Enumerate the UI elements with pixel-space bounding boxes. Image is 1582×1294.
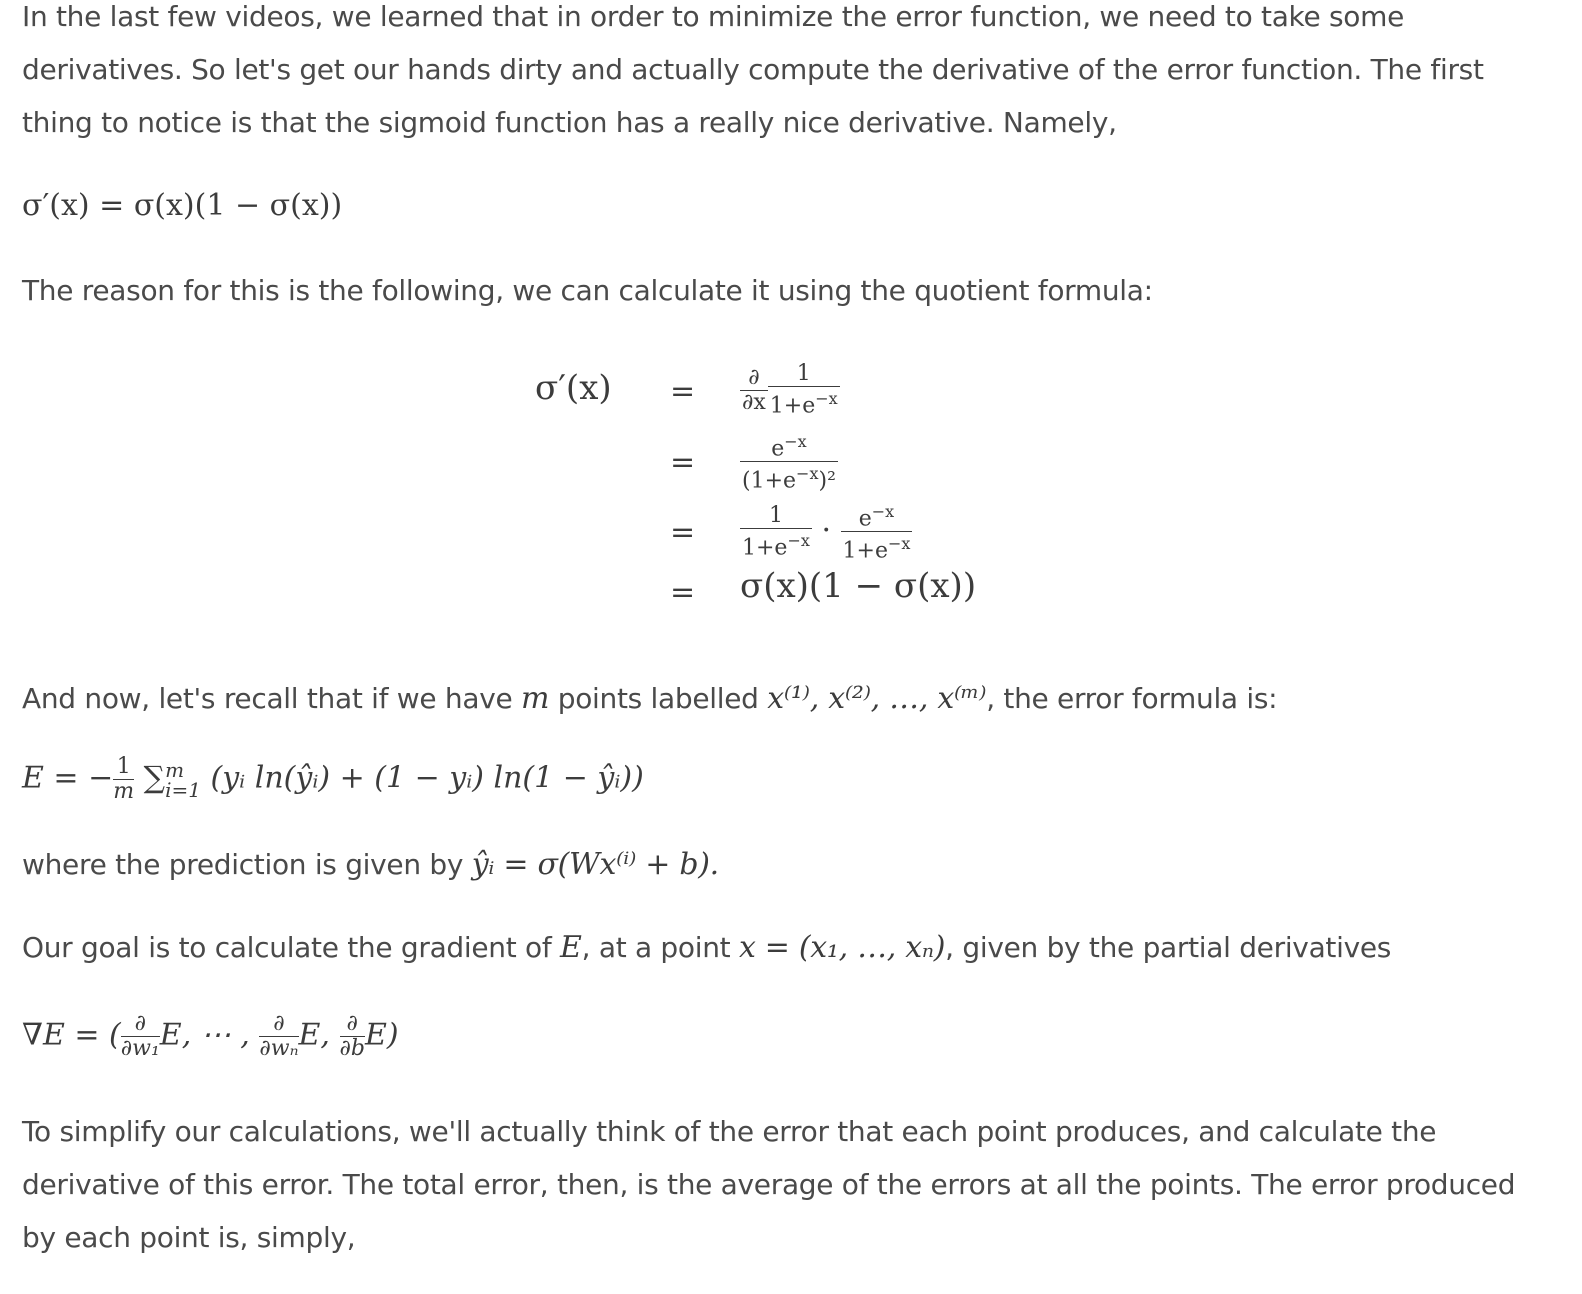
term: 1+e [769, 393, 816, 419]
term: 1+e [742, 534, 788, 560]
frac-den: m [113, 779, 135, 804]
term: e [771, 436, 785, 462]
recall-paragraph [22, 672, 1552, 725]
goal-paragraph [22, 921, 1552, 974]
frac-num: 1 [740, 504, 812, 529]
equals-sign: = [670, 515, 696, 550]
frac-den [841, 532, 913, 563]
term: (yᵢ ln(ŷᵢ) + (1 − yᵢ) ln(1 − ŷᵢ)) [210, 760, 644, 796]
intro-paragraph: In the last few videos, we learned that in order to minimize the error function, we need to take some derivatives. So let's get our hands dirty and actually compute the derivative of the error function. The first thing to notice is that the sigmoid function has a really nice derivative. Namely, [22, 0, 1484, 139]
equals-sign: = [670, 374, 696, 409]
derivation-step-4: σ(x)(1 − σ(x)) [740, 566, 977, 606]
frac-num: 1 [113, 755, 134, 780]
term: e [858, 506, 872, 532]
term: ∇E = ( [22, 1017, 121, 1053]
term: )² [818, 468, 836, 494]
frac-num: ∂ [121, 1012, 160, 1037]
exponent: −x [871, 502, 895, 521]
frac-num: ∂ [340, 1012, 365, 1037]
term: 1+e [842, 538, 888, 564]
math-prediction: ŷᵢ = σ(Wx⁽ⁱ⁾ + b). [471, 847, 719, 882]
sum-lower: i=1 [165, 777, 201, 802]
frac-den: ∂b [339, 1036, 365, 1061]
derivation-step-2 [740, 430, 838, 494]
equals-sign: = [670, 445, 696, 480]
exponent: −x [784, 432, 807, 451]
text: And now, let's recall that if we have [22, 682, 521, 715]
exponent: −x [787, 530, 810, 550]
sum-symbol: ∑ [143, 760, 166, 796]
text: points labelled [549, 682, 768, 715]
gradient-formula [22, 1012, 399, 1061]
math-m: m [521, 681, 550, 716]
derivation-step-3 [740, 500, 912, 564]
frac-den [740, 529, 812, 560]
equals-sign: = [670, 575, 696, 610]
frac-num: ∂ [740, 366, 768, 391]
frac-den [740, 462, 838, 493]
text: Our goal is to calculate the gradient of [22, 931, 561, 964]
exponent: −x [815, 389, 838, 408]
math-E: E [560, 930, 582, 965]
derivation-lhs: σ′(x) [535, 368, 612, 408]
frac-num: 1 [768, 362, 840, 387]
derivation-step-1 [740, 362, 840, 418]
sum-upper: m [165, 757, 185, 782]
text: where the prediction is given by [22, 848, 472, 881]
frac-den [768, 387, 840, 418]
frac-den: ∂wₙ [259, 1036, 299, 1061]
term: E, ⋯ , [159, 1017, 250, 1053]
term: E, [298, 1017, 330, 1053]
frac-den: ∂x [742, 389, 766, 415]
text: , at a point [581, 931, 739, 964]
reason-paragraph: The reason for this is the following, we can calculate it using the quotient formula: [22, 274, 1153, 307]
sigmoid-derivative-equation: σ′(x) = σ(x)(1 − σ(x)) [22, 188, 343, 223]
prediction-paragraph [22, 838, 1552, 891]
dot-operator: · [821, 512, 831, 548]
frac-num [841, 500, 913, 532]
text: , the error formula is: [986, 682, 1278, 715]
text: , given by the partial derivatives [945, 931, 1392, 964]
simplify-paragraph: To simplify our calculations, we'll actually think of the error that each point produces, and calculate the derivative of this error. The total error, then, is the average of the errors at all the points. The error produced by each point is, simply, [22, 1115, 1516, 1254]
math-points: x⁽¹⁾, x⁽²⁾, …, x⁽ᵐ⁾ [767, 681, 987, 716]
exponent: −x [796, 464, 819, 484]
frac-den: ∂w₁ [120, 1036, 160, 1061]
frac-num [740, 430, 838, 462]
frac-num: ∂ [259, 1012, 298, 1037]
math-x: x = (x₁, …, xₙ) [738, 930, 946, 965]
exponent: −x [887, 534, 911, 554]
term: E) [364, 1017, 399, 1053]
error-formula [22, 755, 644, 804]
term: E = − [22, 760, 114, 796]
term: (1+e [742, 468, 797, 494]
